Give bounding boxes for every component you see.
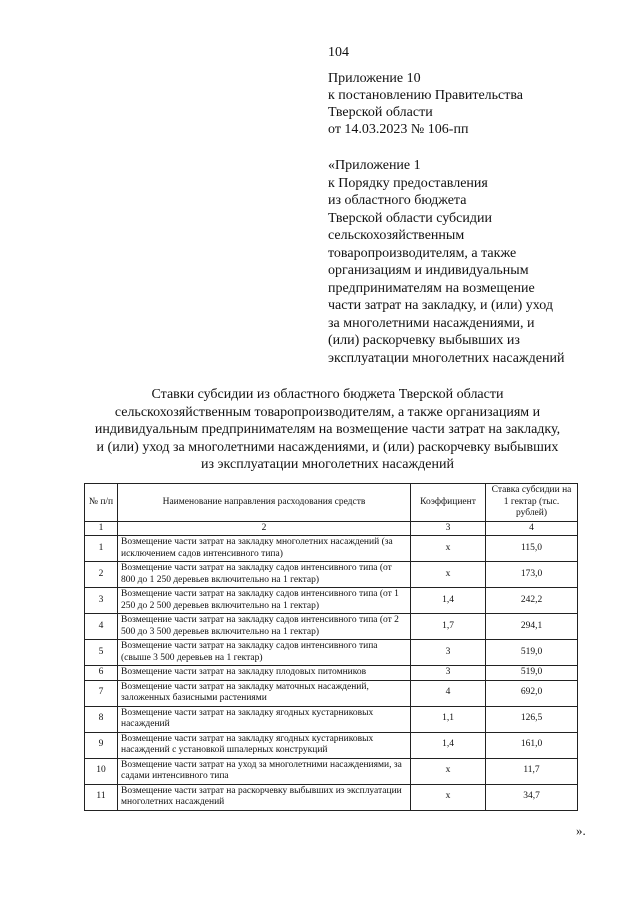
appendix-header-line: Приложение 10 <box>328 71 421 86</box>
row-number: 2 <box>85 562 118 588</box>
row-rate: 115,0 <box>486 536 578 562</box>
row-number: 10 <box>85 758 118 784</box>
column-index-row <box>85 521 578 536</box>
page-number: 104 <box>328 45 349 60</box>
appendix-1-line: товаропроизводителям, а также <box>328 245 517 261</box>
column-index: 4 <box>486 521 578 536</box>
header-rate: Ставка субсидии на 1 гектар (тыс. рублей) <box>486 484 578 522</box>
row-coefficient: x <box>411 536 486 562</box>
row-coefficient: 1,1 <box>411 706 486 732</box>
row-coefficient: 1,4 <box>411 588 486 614</box>
row-rate: 519,0 <box>486 640 578 666</box>
title-line: Ставки субсидии из областного бюджета Тверской области <box>151 387 504 402</box>
header-coefficient: Коэффициент <box>411 484 486 522</box>
column-index: 1 <box>85 521 118 536</box>
row-coefficient: 1,4 <box>411 732 486 758</box>
title-line: и (или) уход за многолетними насаждениями, и (или) раскорчевку выбывших <box>96 439 559 455</box>
row-direction: Возмещение части затрат на раскорчевку выбывших из эксплуатации многолетних насаждений <box>118 784 411 810</box>
row-direction: Возмещение части затрат на закладку плодовых питомников <box>118 666 411 681</box>
appendix-1-line: эксплуатации многолетних насаждений <box>328 350 565 366</box>
table-row <box>85 536 578 562</box>
row-direction: Возмещение части затрат на закладку садов интенсивного типа (от 800 до 1 250 деревьев включительно на 1 гектар) <box>118 562 411 588</box>
table-row <box>85 758 578 784</box>
row-direction: Возмещение части затрат на закладку многолетних насаждений (за исключением садов интенсивного типа) <box>118 536 411 562</box>
row-rate: 173,0 <box>486 562 578 588</box>
table-row <box>85 666 578 681</box>
appendix-1-line: «Приложение 1 <box>328 158 421 173</box>
appendix-1-line: предпринимателям на возмещение <box>328 280 535 296</box>
table-row <box>85 706 578 732</box>
row-number: 11 <box>85 784 118 810</box>
table-row <box>85 784 578 810</box>
row-direction: Возмещение части затрат на закладку садов интенсивного типа (свыше 3 500 деревьев на 1 гектар) <box>118 640 411 666</box>
appendix-1-line: за многолетними насаждениями, и <box>328 315 535 331</box>
row-number: 8 <box>85 706 118 732</box>
appendix-1-line: к Порядку предоставления <box>328 175 488 191</box>
closing-quote: ». <box>576 823 586 838</box>
row-direction: Возмещение части затрат на закладку маточных насаждений, заложенных базисными растениями <box>118 680 411 706</box>
row-number: 9 <box>85 732 118 758</box>
subsidy-rates-table <box>84 483 578 811</box>
appendix-header-line: к постановлению Правительства <box>328 88 524 103</box>
appendix-1-reference <box>328 157 628 367</box>
title-line: сельскохозяйственным товаропроизводителям, а также организациям и <box>114 404 541 420</box>
appendix-1-line: части затрат на закладку, и (или) уход <box>328 298 553 313</box>
table-row <box>85 680 578 706</box>
table-row <box>85 732 578 758</box>
header-number: № п/п <box>85 484 118 522</box>
row-coefficient: 1,7 <box>411 614 486 640</box>
row-rate: 161,0 <box>486 732 578 758</box>
table-row <box>85 562 578 588</box>
row-rate: 294,1 <box>486 614 578 640</box>
row-number: 4 <box>85 614 118 640</box>
appendix-header-line: от 14.03.2023 № 106-пп <box>328 122 469 137</box>
row-rate: 242,2 <box>486 588 578 614</box>
row-rate: 519,0 <box>486 666 578 681</box>
row-coefficient: x <box>411 784 486 810</box>
row-number: 3 <box>85 588 118 614</box>
appendix-header <box>328 70 628 138</box>
row-coefficient: 4 <box>411 680 486 706</box>
appendix-header-line: Тверской области <box>328 105 433 120</box>
row-direction: Возмещение части затрат на закладку ягодных кустарниковых насаждений с установкой шпалерных конструкций <box>118 732 411 758</box>
row-rate: 692,0 <box>486 680 578 706</box>
table-row <box>85 588 578 614</box>
column-index: 3 <box>411 521 486 536</box>
row-coefficient: x <box>411 562 486 588</box>
table-row <box>85 614 578 640</box>
appendix-1-line: (или) раскорчевку выбывших из <box>328 333 520 348</box>
title-line: из эксплуатации многолетних насаждений <box>201 457 454 472</box>
row-number: 1 <box>85 536 118 562</box>
row-coefficient: 3 <box>411 666 486 681</box>
appendix-1-line: Тверской области субсидии <box>328 210 492 226</box>
table-row <box>85 640 578 666</box>
appendix-1-line: сельскохозяйственным <box>328 228 465 243</box>
row-coefficient: x <box>411 758 486 784</box>
row-number: 7 <box>85 680 118 706</box>
row-direction: Возмещение части затрат на закладку ягодных кустарниковых насаждений <box>118 706 411 732</box>
document-title <box>80 386 575 474</box>
appendix-1-line: организациям и индивидуальным <box>328 263 529 278</box>
column-index: 2 <box>118 521 411 536</box>
row-direction: Возмещение части затрат на уход за многолетними насаждениями, за садами интенсивного типа <box>118 758 411 784</box>
table-header-row <box>85 484 578 522</box>
header-direction: Наименование направления расходования средств <box>118 484 411 522</box>
title-line: индивидуальным предпринимателям на возмещение части затрат на закладку, <box>94 422 561 437</box>
row-rate: 126,5 <box>486 706 578 732</box>
row-direction: Возмещение части затрат на закладку садов интенсивного типа (от 2 500 до 3 500 деревьев включительно на 1 гектар) <box>118 614 411 640</box>
row-direction: Возмещение части затрат на закладку садов интенсивного типа (от 1 250 до 2 500 деревьев включительно на 1 гектар) <box>118 588 411 614</box>
row-rate: 11,7 <box>486 758 578 784</box>
row-number: 6 <box>85 666 118 681</box>
appendix-1-line: из областного бюджета <box>328 193 467 208</box>
row-rate: 34,7 <box>486 784 578 810</box>
row-coefficient: 3 <box>411 640 486 666</box>
row-number: 5 <box>85 640 118 666</box>
